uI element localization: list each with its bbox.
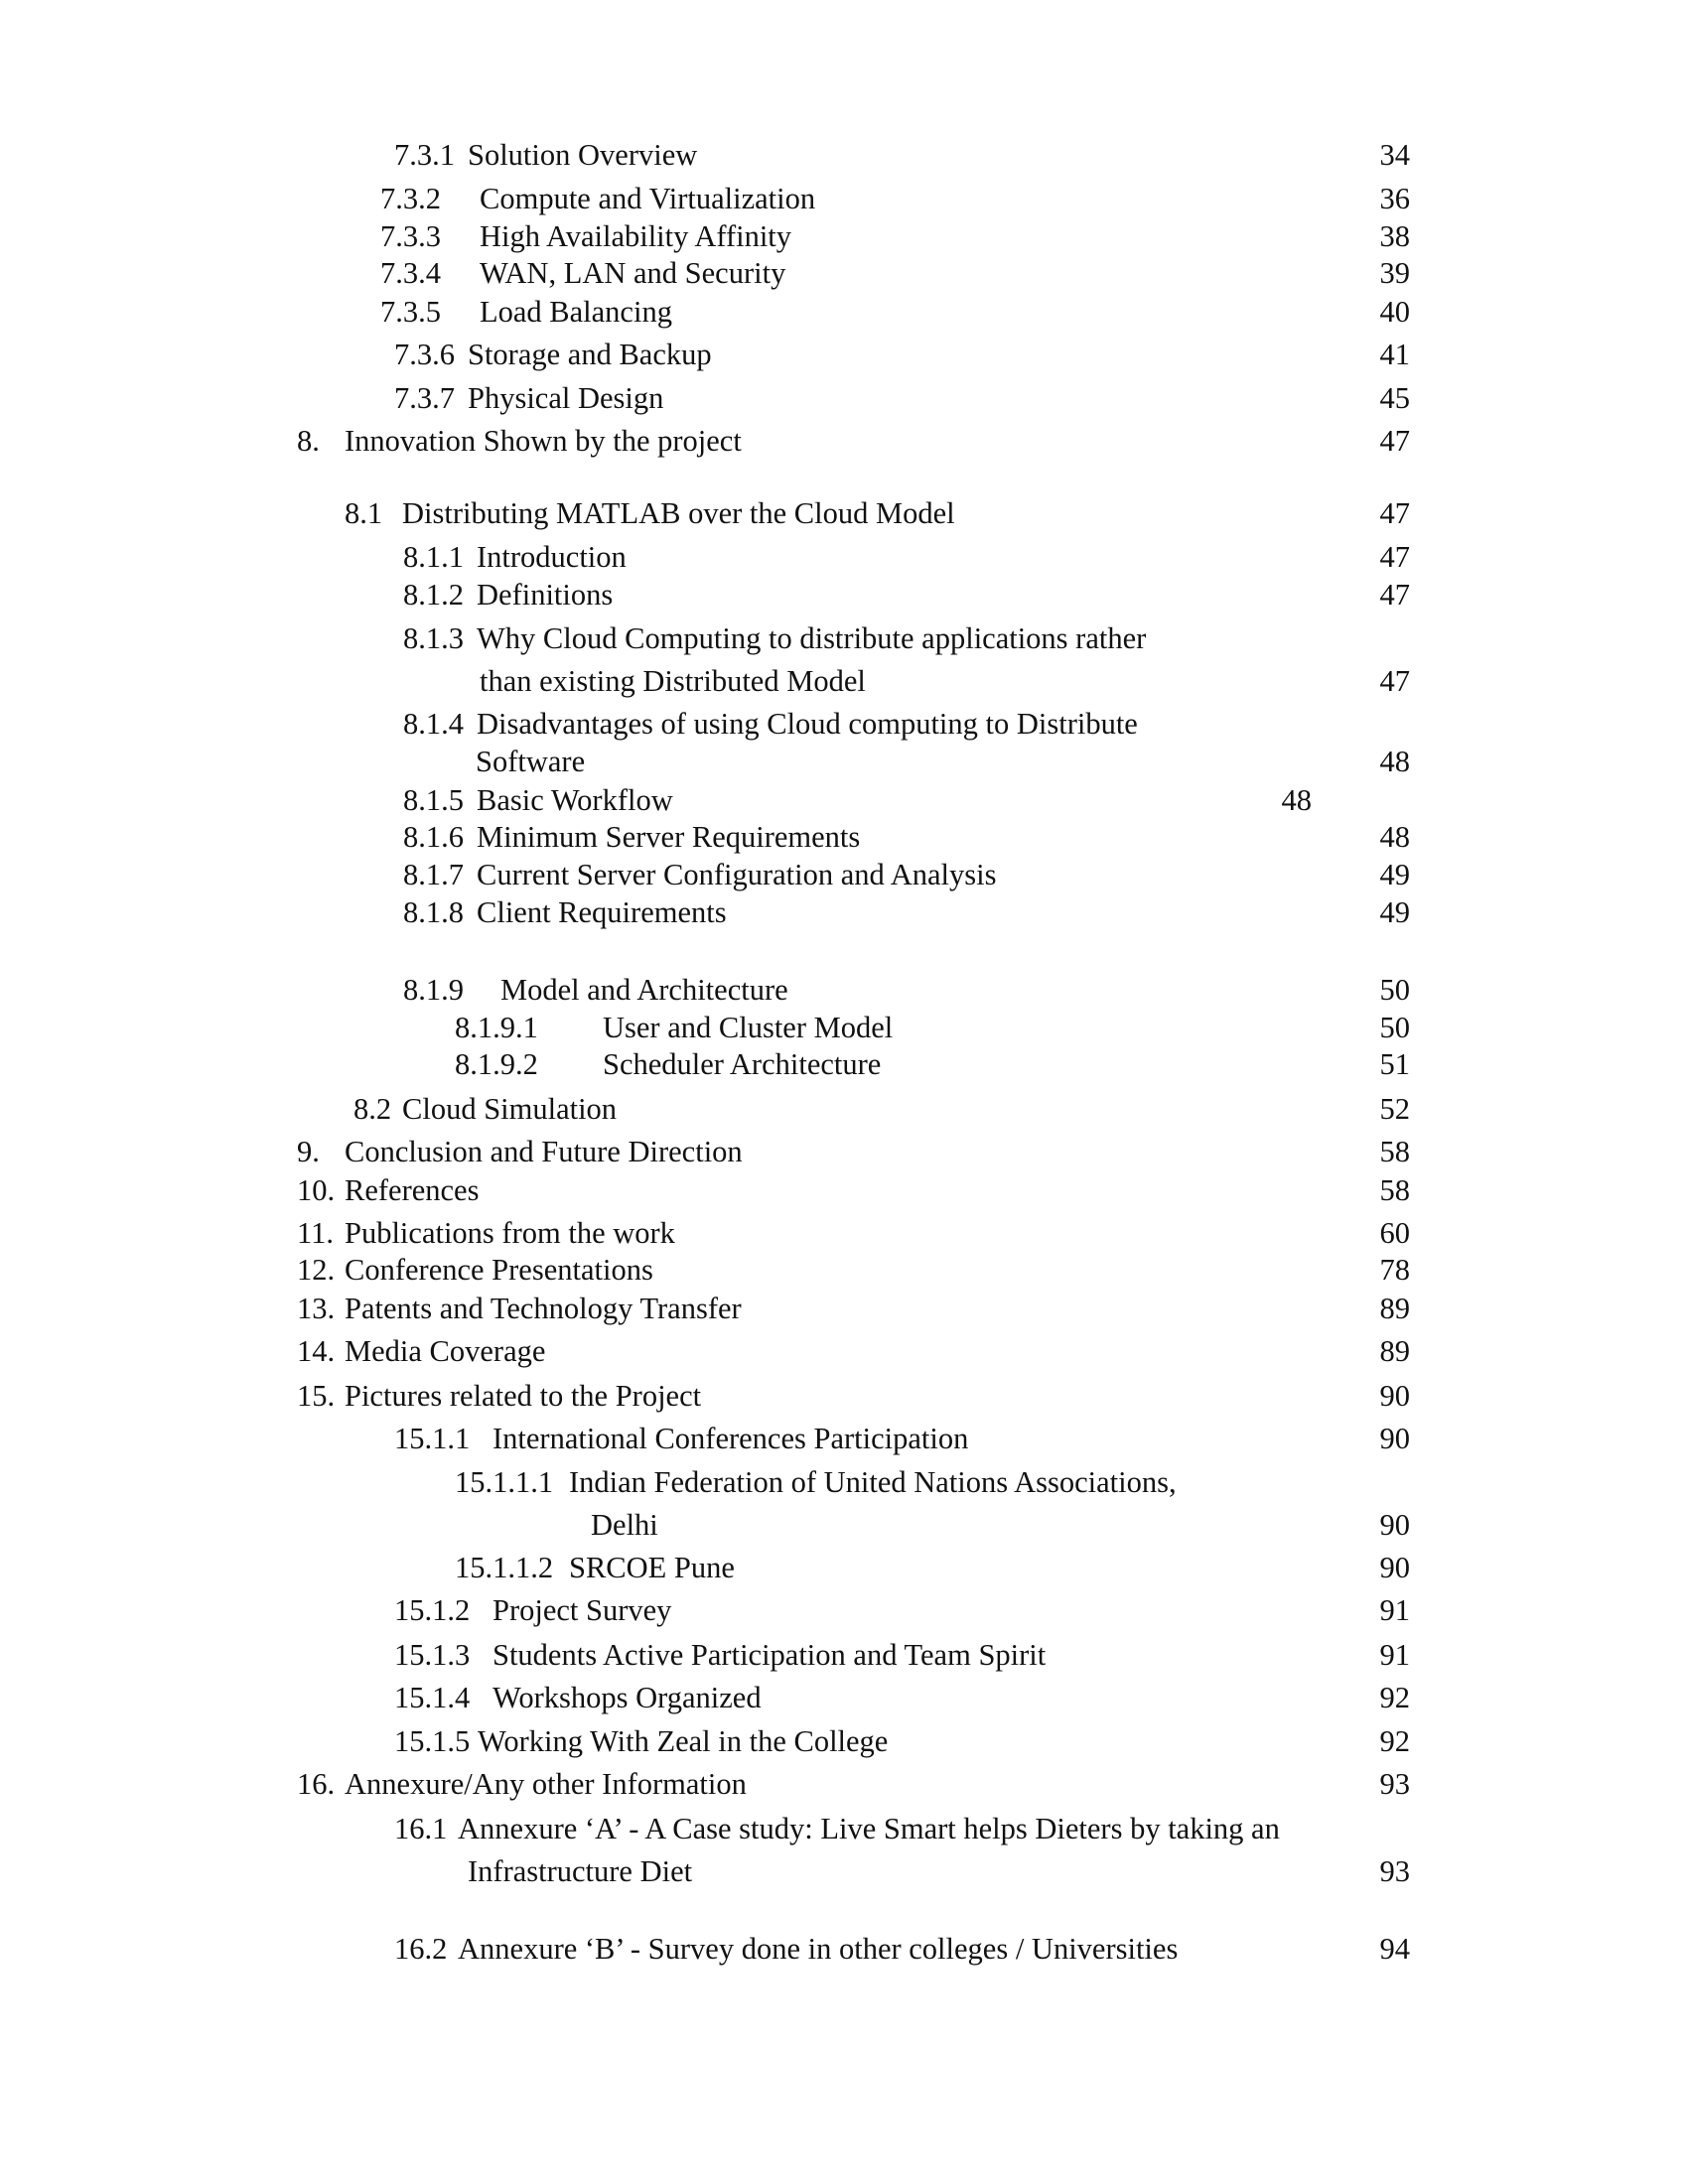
toc-page-number: 50 <box>1379 973 1410 1007</box>
toc-number: 15.1.2 <box>394 1593 471 1627</box>
toc-entry-15-1-2 <box>0 1590 1688 1630</box>
toc-title: Current Server Configuration and Analysis <box>477 858 997 891</box>
toc-page-number: 93 <box>1379 1854 1410 1888</box>
toc-page-number: 40 <box>1379 295 1410 329</box>
toc-entry-16-1-continuation <box>0 1851 1688 1891</box>
toc-entry-8 <box>0 421 1688 461</box>
toc-title-continuation: Infrastructure Diet <box>468 1854 693 1888</box>
toc-entry-11 <box>0 1213 1688 1253</box>
toc-number: 8.1.5 <box>403 783 464 817</box>
toc-entry-10 <box>0 1170 1688 1210</box>
toc-title-continuation: Software <box>476 745 586 778</box>
toc-title: High Availability Affinity <box>480 219 792 253</box>
toc-title: Pictures related to the Project <box>345 1379 702 1413</box>
toc-page-number: 49 <box>1379 895 1410 929</box>
toc-page-number: 47 <box>1379 664 1410 698</box>
toc-number: 16. <box>297 1767 336 1801</box>
toc-page-number: 89 <box>1379 1292 1410 1325</box>
toc-entry-8-2 <box>0 1089 1688 1129</box>
toc-number: 15.1.5 <box>394 1724 471 1758</box>
toc-number: 9. <box>297 1135 320 1168</box>
toc-entry-9 <box>0 1132 1688 1171</box>
toc-number: 15.1.3 <box>394 1638 471 1672</box>
toc-entry-8-1-9 <box>0 970 1688 1010</box>
toc-page-number: 34 <box>1379 138 1410 172</box>
toc-page-number: 90 <box>1379 1422 1410 1455</box>
toc-title: Introduction <box>477 540 627 574</box>
toc-entry-8-1-1 <box>0 537 1688 577</box>
toc-title: Workshops Organized <box>492 1681 762 1714</box>
toc-number: 15.1.4 <box>394 1681 471 1714</box>
toc-page-number: 58 <box>1379 1135 1410 1168</box>
toc-page-number: 49 <box>1379 858 1410 891</box>
toc-page-number: 39 <box>1379 256 1410 290</box>
toc-page-number: 90 <box>1379 1379 1410 1413</box>
toc-page-number: 92 <box>1379 1724 1410 1758</box>
toc-entry-15-1-5 <box>0 1721 1688 1761</box>
toc-page-number: 78 <box>1379 1253 1410 1287</box>
toc-title: References <box>345 1173 480 1207</box>
toc-page-number: 51 <box>1379 1047 1410 1081</box>
toc-number: 7.3.5 <box>380 295 441 329</box>
toc-entry-7-3-6 <box>0 335 1688 374</box>
toc-number: 8.1.9 <box>403 973 464 1007</box>
toc-number: 7.3.6 <box>394 338 455 371</box>
toc-title: Students Active Participation and Team Spirit <box>492 1638 1047 1672</box>
toc-title: User and Cluster Model <box>603 1011 894 1044</box>
toc-title: Media Coverage <box>345 1334 546 1368</box>
toc-page-number: 38 <box>1379 219 1410 253</box>
toc-page-number: 36 <box>1379 182 1410 215</box>
toc-title: Publications from the work <box>345 1216 675 1250</box>
toc-number: 13. <box>297 1292 336 1325</box>
toc-entry-16-1 <box>0 1809 1688 1848</box>
toc-entry-7-3-3 <box>0 216 1688 256</box>
toc-number: 7.3.7 <box>394 381 455 415</box>
toc-page-number: 58 <box>1379 1173 1410 1207</box>
toc-title: Definitions <box>477 578 614 612</box>
toc-title: Cloud Simulation <box>402 1092 618 1126</box>
toc-page-number: 90 <box>1379 1508 1410 1542</box>
toc-entry-8-1-5 <box>0 780 1688 820</box>
toc-title: Patents and Technology Transfer <box>345 1292 742 1325</box>
toc-entry-8-1-6 <box>0 817 1688 857</box>
toc-page-number: 93 <box>1379 1767 1410 1801</box>
toc-entry-8-1-2 <box>0 575 1688 614</box>
toc-number: 8.1.1 <box>403 540 464 574</box>
toc-entry-14 <box>0 1331 1688 1371</box>
toc-title: Conclusion and Future Direction <box>345 1135 743 1168</box>
toc-title: Annexure ‘B’ - Survey done in other colleges / Universities <box>458 1932 1179 1966</box>
toc-entry-7-3-7 <box>0 378 1688 418</box>
toc-number: 15.1.1.2 <box>455 1551 554 1584</box>
toc-number: 8.1.9.1 <box>455 1011 538 1044</box>
toc-number: 14. <box>297 1334 336 1368</box>
toc-title: Disadvantages of using Cloud computing to Distribute <box>477 707 1138 741</box>
toc-entry-8-1-3 <box>0 618 1688 658</box>
toc-title: Annexure ‘A’ - A Case study: Live Smart helps Dieters by taking an <box>458 1812 1280 1845</box>
toc-page-number: 45 <box>1379 381 1410 415</box>
toc-page-number: 52 <box>1379 1092 1410 1126</box>
toc-page-number: 92 <box>1379 1681 1410 1714</box>
toc-number: 8.1.6 <box>403 820 464 854</box>
toc-entry-8-1-7 <box>0 855 1688 894</box>
toc-entry-12 <box>0 1250 1688 1290</box>
toc-title: Compute and Virtualization <box>480 182 816 215</box>
toc-entry-8-1 <box>0 493 1688 533</box>
toc-number: 7.3.1 <box>394 138 455 172</box>
toc-page-number: 47 <box>1379 578 1410 612</box>
toc-page-number: 89 <box>1379 1334 1410 1368</box>
toc-entry-8-1-9-2 <box>0 1044 1688 1084</box>
toc-title: Solution Overview <box>468 138 698 172</box>
toc-page-number: 90 <box>1379 1551 1410 1584</box>
toc-page-number: 41 <box>1379 338 1410 371</box>
toc-title: Basic Workflow <box>477 783 673 817</box>
toc-title: Minimum Server Requirements <box>477 820 861 854</box>
toc-page-number: 50 <box>1379 1011 1410 1044</box>
toc-page-number: 48 <box>1379 820 1410 854</box>
toc-title-continuation: Delhi <box>591 1508 658 1542</box>
toc-title: Distributing MATLAB over the Cloud Model <box>402 496 955 530</box>
toc-title: Load Balancing <box>480 295 672 329</box>
toc-title: International Conferences Participation <box>492 1422 969 1455</box>
toc-entry-8-1-4-continuation <box>0 742 1688 781</box>
toc-number: 8.1.4 <box>403 707 464 741</box>
toc-entry-15-1-3 <box>0 1635 1688 1675</box>
toc-title-continuation: than existing Distributed Model <box>480 664 866 698</box>
toc-title: SRCOE Pune <box>569 1551 735 1584</box>
toc-entry-8-1-8 <box>0 892 1688 932</box>
toc-page-number: 47 <box>1379 496 1410 530</box>
toc-title: Innovation Shown by the project <box>345 424 742 458</box>
toc-number: 8. <box>297 424 320 458</box>
toc-title: Storage and Backup <box>468 338 712 371</box>
toc-number: 12. <box>297 1253 336 1287</box>
toc-page-number: 91 <box>1379 1593 1410 1627</box>
toc-title: Model and Architecture <box>500 973 788 1007</box>
toc-entry-7-3-2 <box>0 179 1688 218</box>
toc-title: Working With Zeal in the College <box>478 1724 889 1758</box>
toc-entry-16 <box>0 1764 1688 1804</box>
toc-title: Indian Federation of United Nations Associations, <box>569 1465 1177 1499</box>
toc-page-number: 47 <box>1379 424 1410 458</box>
toc-entry-7-3-1 <box>0 135 1688 175</box>
toc-title: Scheduler Architecture <box>603 1047 882 1081</box>
toc-number: 11. <box>297 1216 334 1250</box>
toc-entry-13 <box>0 1289 1688 1328</box>
toc-title: Conference Presentations <box>345 1253 653 1287</box>
toc-entry-7-3-5 <box>0 292 1688 332</box>
toc-title: Client Requirements <box>477 895 727 929</box>
toc-entry-8-1-4 <box>0 704 1688 744</box>
toc-number: 7.3.2 <box>380 182 441 215</box>
toc-title: Physical Design <box>468 381 664 415</box>
toc-entry-15-1-1 <box>0 1419 1688 1458</box>
toc-page-number: 47 <box>1379 540 1410 574</box>
toc-number: 8.1.8 <box>403 895 464 929</box>
toc-title: Project Survey <box>492 1593 672 1627</box>
toc-entry-8-1-9-1 <box>0 1008 1688 1047</box>
toc-number: 15. <box>297 1379 336 1413</box>
toc-entry-7-3-4 <box>0 253 1688 293</box>
toc-number: 8.1.3 <box>403 621 464 655</box>
toc-page-number: 94 <box>1379 1932 1410 1966</box>
toc-number: 8.1.7 <box>403 858 464 891</box>
toc-entry-15-1-1-2 <box>0 1548 1688 1587</box>
toc-number: 15.1.1 <box>394 1422 471 1455</box>
toc-entry-16-2 <box>0 1929 1688 1969</box>
toc-entry-15-1-4 <box>0 1678 1688 1717</box>
toc-number: 8.1 <box>345 496 383 530</box>
toc-page-number: 48 <box>1281 783 1312 817</box>
toc-entry-15-1-1-1-continuation <box>0 1505 1688 1545</box>
toc-entry-15 <box>0 1376 1688 1416</box>
toc-number: 16.1 <box>394 1812 448 1845</box>
toc-number: 15.1.1.1 <box>455 1465 554 1499</box>
toc-title: Annexure/Any other Information <box>345 1767 747 1801</box>
toc-number: 8.1.2 <box>403 578 464 612</box>
toc-entry-8-1-3-continuation <box>0 661 1688 701</box>
toc-entry-15-1-1-1 <box>0 1462 1688 1502</box>
toc-number: 16.2 <box>394 1932 448 1966</box>
toc-title: Why Cloud Computing to distribute applications rather <box>477 621 1147 655</box>
toc-number: 10. <box>297 1173 336 1207</box>
toc-number: 7.3.4 <box>380 256 441 290</box>
toc-page-number: 60 <box>1379 1216 1410 1250</box>
toc-page-number: 48 <box>1379 745 1410 778</box>
toc-number: 8.2 <box>353 1092 392 1126</box>
toc-title: WAN, LAN and Security <box>480 256 786 290</box>
toc-page-number: 91 <box>1379 1638 1410 1672</box>
toc-number: 8.1.9.2 <box>455 1047 538 1081</box>
toc-number: 7.3.3 <box>380 219 441 253</box>
